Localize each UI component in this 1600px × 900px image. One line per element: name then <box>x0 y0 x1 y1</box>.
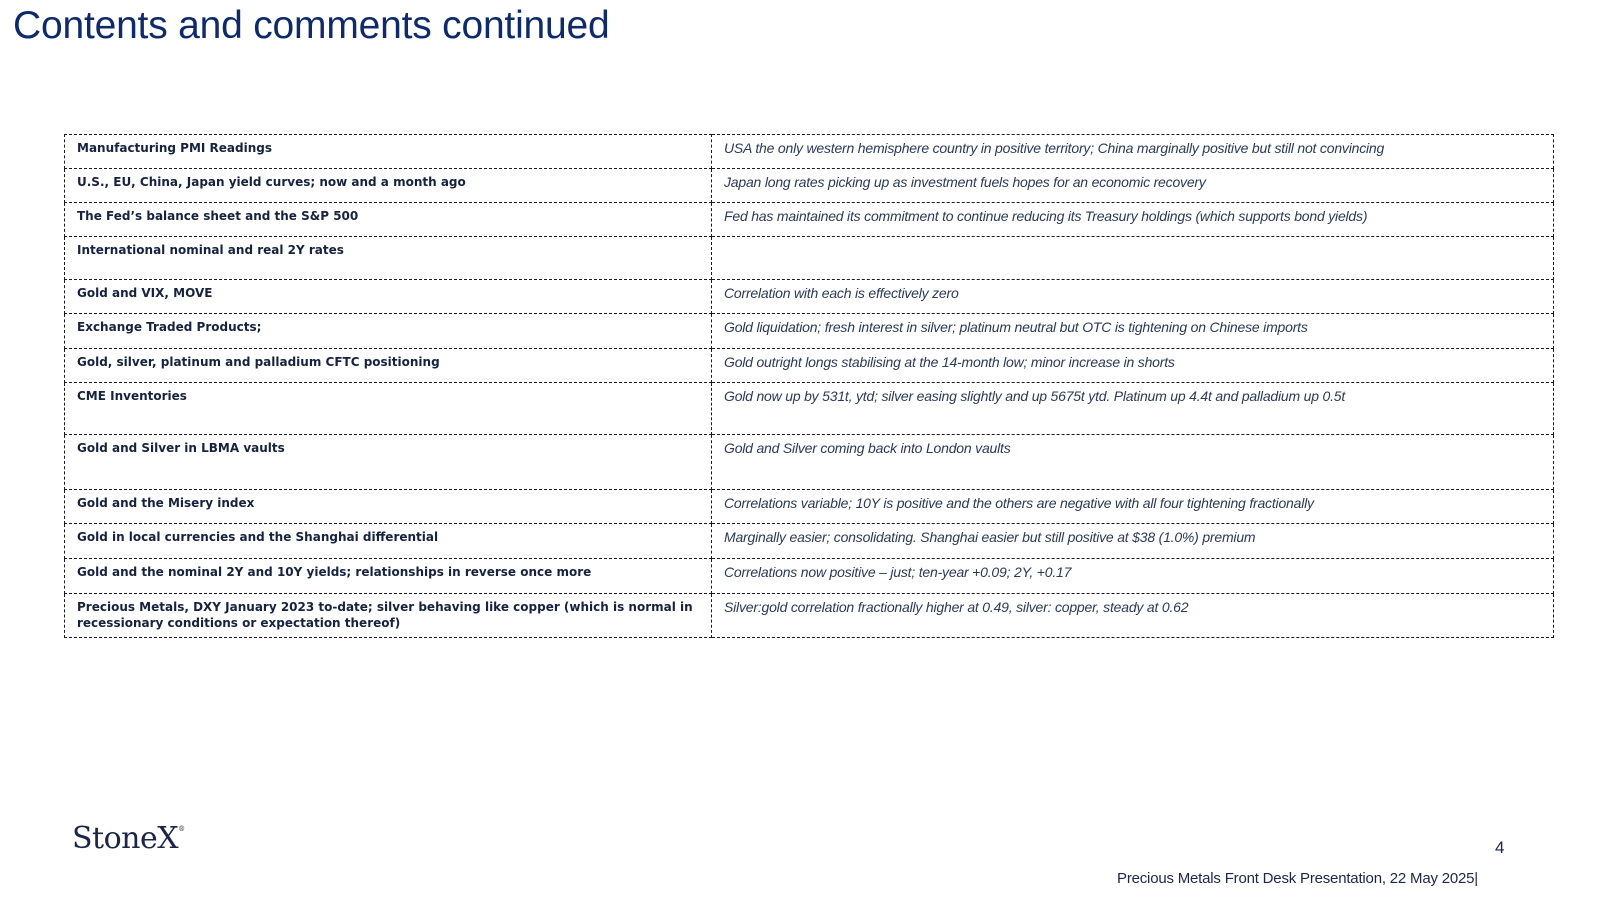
comment-cell: Fed has maintained its commitment to continue reducing its Treasury holdings (which supports bond yields) <box>712 203 1554 237</box>
topic-cell: The Fed’s balance sheet and the S&P 500 <box>65 203 712 237</box>
topic-cell: CME Inventories <box>65 383 712 435</box>
table-row <box>65 383 1554 435</box>
comment-cell: Japan long rates picking up as investment fuels hopes for an economic recovery <box>712 169 1554 203</box>
comment-cell: Correlations now positive – just; ten-year +0.09; 2Y, +0.17 <box>712 559 1554 594</box>
comment-cell: Gold liquidation; fresh interest in silver; platinum neutral but OTC is tightening on Chinese imports <box>712 314 1554 349</box>
comment-cell: Gold outright longs stabilising at the 14-month low; minor increase in shorts <box>712 349 1554 383</box>
comment-cell: Gold and Silver coming back into London vaults <box>712 435 1554 490</box>
topic-cell: Precious Metals, DXY January 2023 to-date; silver behaving like copper (which is normal in recessionary conditions or expectation thereof) <box>65 594 712 638</box>
logo-text: StoneX <box>72 821 179 856</box>
topic-cell: International nominal and real 2Y rates <box>65 237 712 280</box>
comment-cell <box>712 237 1554 280</box>
comment-cell: Gold now up by 531t, ytd; silver easing slightly and up 5675t ytd. Platinum up 4.4t and palladium up 0.5t <box>712 383 1554 435</box>
footer-text: Precious Metals Front Desk Presentation, 22 May 2025| <box>1117 870 1478 887</box>
table-row <box>65 314 1554 349</box>
table-row <box>65 169 1554 203</box>
page-title: Contents and comments continued <box>13 4 610 47</box>
table-row <box>65 349 1554 383</box>
comment-cell: Marginally easier; consolidating. Shanghai easier but still positive at $38 (1.0%) premium <box>712 524 1554 559</box>
table-row <box>65 594 1554 638</box>
topic-cell: Gold in local currencies and the Shanghai differential <box>65 524 712 559</box>
comment-cell: Silver:gold correlation fractionally higher at 0.49, silver: copper, steady at 0.62 <box>712 594 1554 638</box>
table-row <box>65 280 1554 314</box>
comment-cell: USA the only western hemisphere country in positive territory; China marginally positive but still not convincing <box>712 135 1554 169</box>
contents-table <box>64 134 1554 638</box>
page-number: 4 <box>1495 838 1505 857</box>
comment-cell: Correlation with each is effectively zero <box>712 280 1554 314</box>
topic-cell: Gold and VIX, MOVE <box>65 280 712 314</box>
topic-cell: Exchange Traded Products; <box>65 314 712 349</box>
table-row <box>65 435 1554 490</box>
topic-cell: Gold and Silver in LBMA vaults <box>65 435 712 490</box>
table-row <box>65 237 1554 280</box>
logo-registered-mark: ® <box>178 825 185 833</box>
topic-cell: Manufacturing PMI Readings <box>65 135 712 169</box>
topic-cell: Gold, silver, platinum and palladium CFTC positioning <box>65 349 712 383</box>
stonex-logo <box>72 821 185 856</box>
table-row <box>65 135 1554 169</box>
topic-cell: U.S., EU, China, Japan yield curves; now and a month ago <box>65 169 712 203</box>
table-row <box>65 490 1554 524</box>
table-row <box>65 524 1554 559</box>
topic-cell: Gold and the nominal 2Y and 10Y yields; relationships in reverse once more <box>65 559 712 594</box>
comment-cell: Correlations variable; 10Y is positive and the others are negative with all four tightening fractionally <box>712 490 1554 524</box>
topic-cell: Gold and the Misery index <box>65 490 712 524</box>
table-row <box>65 559 1554 594</box>
contents-table-body <box>65 135 1554 638</box>
table-row <box>65 203 1554 237</box>
